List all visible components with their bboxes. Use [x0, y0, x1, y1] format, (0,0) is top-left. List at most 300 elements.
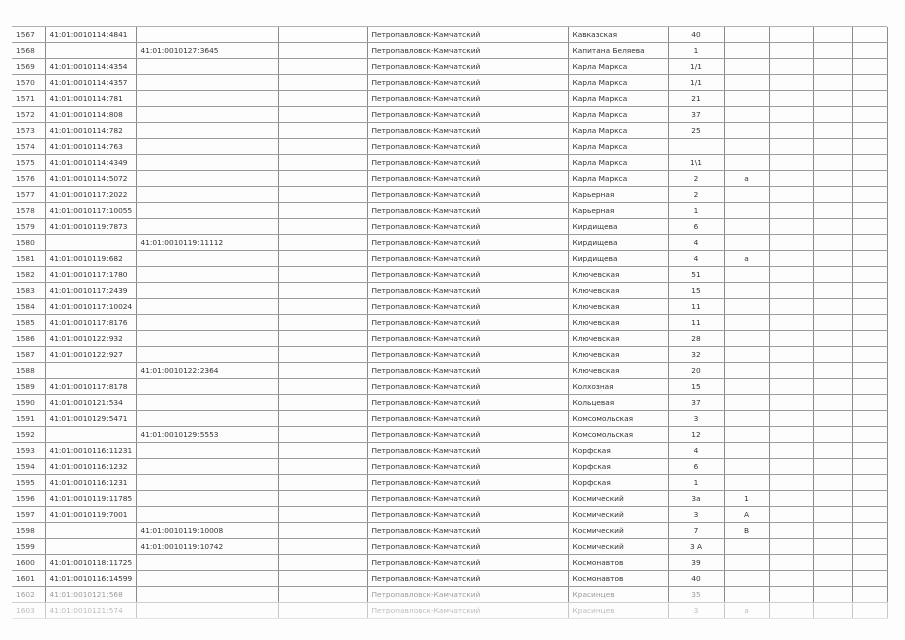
row-number: 1581 [12, 251, 45, 267]
empty-cell [852, 235, 887, 251]
empty-cell [852, 203, 887, 219]
row-number: 1595 [12, 475, 45, 491]
street-cell: Кавказская [568, 27, 668, 43]
city-cell: Петропавловск-Камчатский [367, 443, 568, 459]
empty-cell [852, 219, 887, 235]
cadastral-number: 41:01:0010119:7001 [45, 507, 136, 523]
city-cell: Петропавловск-Камчатский [367, 379, 568, 395]
cadastral-number: 41:01:0010117:2439 [45, 283, 136, 299]
empty-cell [852, 43, 887, 59]
empty-cell [813, 427, 852, 443]
empty-cell [852, 187, 887, 203]
empty-cell [769, 299, 813, 315]
house-number-cell: 20 [668, 363, 724, 379]
table-body [12, 27, 887, 619]
cadastral-number: 41:01:0010121:568 [45, 587, 136, 603]
letter-cell: а [724, 171, 769, 187]
row-number: 1599 [12, 539, 45, 555]
house-number-cell: 32 [668, 347, 724, 363]
row-number: 1603 [12, 603, 45, 619]
cadastral-number-alt [136, 203, 278, 219]
empty-cell [813, 331, 852, 347]
city-cell: Петропавловск-Камчатский [367, 459, 568, 475]
empty-cell [852, 603, 887, 619]
cadastral-number-alt [136, 571, 278, 587]
cadastral-number [45, 427, 136, 443]
table-row [12, 171, 887, 187]
letter-cell [724, 379, 769, 395]
empty-cell [852, 251, 887, 267]
empty-cell [769, 507, 813, 523]
empty-cell [278, 235, 367, 251]
table-row [12, 587, 887, 603]
street-cell: Космический [568, 491, 668, 507]
city-cell: Петропавловск-Камчатский [367, 187, 568, 203]
letter-cell [724, 443, 769, 459]
letter-cell [724, 59, 769, 75]
empty-cell [813, 555, 852, 571]
empty-cell [813, 139, 852, 155]
empty-cell [813, 187, 852, 203]
street-cell: Космонавтов [568, 555, 668, 571]
house-number-cell: 35 [668, 587, 724, 603]
house-number-cell: 3 [668, 507, 724, 523]
empty-cell [278, 187, 367, 203]
empty-cell [813, 251, 852, 267]
house-number-cell: 2 [668, 187, 724, 203]
empty-cell [769, 315, 813, 331]
empty-cell [278, 59, 367, 75]
empty-cell [278, 331, 367, 347]
row-number: 1597 [12, 507, 45, 523]
city-cell: Петропавловск-Камчатский [367, 123, 568, 139]
row-number: 1567 [12, 27, 45, 43]
table-row [12, 123, 887, 139]
cadastral-number: 41:01:0010117:2022 [45, 187, 136, 203]
cadastral-number [45, 235, 136, 251]
table-row [12, 59, 887, 75]
empty-cell [278, 155, 367, 171]
street-cell: Корфская [568, 459, 668, 475]
table-row [12, 315, 887, 331]
empty-cell [769, 59, 813, 75]
empty-cell [852, 491, 887, 507]
house-number-cell: 25 [668, 123, 724, 139]
table-row [12, 523, 887, 539]
table-row [12, 395, 887, 411]
row-number: 1572 [12, 107, 45, 123]
street-cell: Карла Маркса [568, 123, 668, 139]
city-cell: Петропавловск-Камчатский [367, 507, 568, 523]
table-row [12, 91, 887, 107]
letter-cell [724, 459, 769, 475]
house-number-cell: 3 А [668, 539, 724, 555]
house-number-cell: 4 [668, 251, 724, 267]
cadastral-number: 41:01:0010129:5471 [45, 411, 136, 427]
empty-cell [278, 379, 367, 395]
empty-cell [813, 507, 852, 523]
letter-cell: 1 [724, 491, 769, 507]
letter-cell [724, 155, 769, 171]
street-cell: Ключевская [568, 331, 668, 347]
empty-cell [852, 315, 887, 331]
empty-cell [852, 539, 887, 555]
empty-cell [852, 443, 887, 459]
city-cell: Петропавловск-Камчатский [367, 219, 568, 235]
house-number-cell: 1 [668, 475, 724, 491]
empty-cell [813, 203, 852, 219]
house-number-cell: 12 [668, 427, 724, 443]
table-row [12, 603, 887, 619]
letter-cell [724, 267, 769, 283]
empty-cell [813, 363, 852, 379]
empty-cell [769, 475, 813, 491]
empty-cell [852, 171, 887, 187]
street-cell: Карла Маркса [568, 59, 668, 75]
row-number: 1577 [12, 187, 45, 203]
cadastral-number: 41:01:0010122:932 [45, 331, 136, 347]
city-cell: Петропавловск-Камчатский [367, 107, 568, 123]
street-cell: Кольцевая [568, 395, 668, 411]
city-cell: Петропавловск-Камчатский [367, 203, 568, 219]
city-cell: Петропавловск-Камчатский [367, 75, 568, 91]
empty-cell [813, 603, 852, 619]
cadastral-number: 41:01:0010114:782 [45, 123, 136, 139]
empty-cell [278, 283, 367, 299]
empty-cell [852, 459, 887, 475]
empty-cell [278, 139, 367, 155]
empty-cell [813, 123, 852, 139]
street-cell: Капитана Беляева [568, 43, 668, 59]
cadastral-number-alt [136, 139, 278, 155]
empty-cell [769, 443, 813, 459]
empty-cell [852, 139, 887, 155]
cadastral-number: 41:01:0010114:5072 [45, 171, 136, 187]
empty-cell [813, 43, 852, 59]
row-number: 1598 [12, 523, 45, 539]
table-row [12, 75, 887, 91]
empty-cell [769, 27, 813, 43]
empty-cell [852, 587, 887, 603]
empty-cell [278, 427, 367, 443]
house-number-cell: 1/1 [668, 75, 724, 91]
city-cell: Петропавловск-Камчатский [367, 571, 568, 587]
city-cell: Петропавловск-Камчатский [367, 43, 568, 59]
cadastral-number: 41:01:0010117:8178 [45, 379, 136, 395]
house-number-cell: 2 [668, 171, 724, 187]
empty-cell [278, 395, 367, 411]
letter-cell [724, 571, 769, 587]
letter-cell [724, 107, 769, 123]
city-cell: Петропавловск-Камчатский [367, 251, 568, 267]
street-cell: Карла Маркса [568, 107, 668, 123]
empty-cell [852, 379, 887, 395]
empty-cell [278, 411, 367, 427]
street-cell: Космический [568, 507, 668, 523]
cadastral-number-alt [136, 299, 278, 315]
empty-cell [769, 459, 813, 475]
cadastral-number: 41:01:0010117:10055 [45, 203, 136, 219]
empty-cell [278, 75, 367, 91]
cadastral-number-alt [136, 107, 278, 123]
empty-cell [813, 539, 852, 555]
house-number-cell: 7 [668, 523, 724, 539]
row-number: 1589 [12, 379, 45, 395]
house-number-cell: 6 [668, 459, 724, 475]
cadastral-number-alt [136, 75, 278, 91]
house-number-cell: 11 [668, 299, 724, 315]
empty-cell [852, 331, 887, 347]
house-number-cell: 40 [668, 571, 724, 587]
city-cell: Петропавловск-Камчатский [367, 347, 568, 363]
cadastral-number-alt: 41:01:0010119:11112 [136, 235, 278, 251]
address-register-table [12, 27, 888, 619]
empty-cell [278, 539, 367, 555]
cadastral-number [45, 539, 136, 555]
empty-cell [769, 411, 813, 427]
empty-cell [813, 299, 852, 315]
empty-cell [769, 251, 813, 267]
street-cell: Красинцев [568, 587, 668, 603]
table-row [12, 107, 887, 123]
house-number-cell: 37 [668, 395, 724, 411]
table-row [12, 203, 887, 219]
cadastral-number: 41:01:0010121:574 [45, 603, 136, 619]
house-number-cell: 21 [668, 91, 724, 107]
city-cell: Петропавловск-Камчатский [367, 283, 568, 299]
row-number: 1593 [12, 443, 45, 459]
empty-cell [813, 91, 852, 107]
empty-cell [278, 475, 367, 491]
empty-cell [278, 443, 367, 459]
letter-cell [724, 555, 769, 571]
cadastral-number: 41:01:0010114:808 [45, 107, 136, 123]
empty-cell [769, 107, 813, 123]
empty-cell [278, 491, 367, 507]
table-row [12, 379, 887, 395]
cadastral-number [45, 43, 136, 59]
city-cell: Петропавловск-Камчатский [367, 411, 568, 427]
empty-cell [278, 299, 367, 315]
cadastral-number-alt: 41:01:0010119:10008 [136, 523, 278, 539]
city-cell: Петропавловск-Камчатский [367, 523, 568, 539]
empty-cell [813, 459, 852, 475]
letter-cell [724, 587, 769, 603]
empty-cell [813, 411, 852, 427]
cadastral-number: 41:01:0010114:781 [45, 91, 136, 107]
letter-cell [724, 235, 769, 251]
empty-cell [852, 155, 887, 171]
cadastral-number: 41:01:0010114:4354 [45, 59, 136, 75]
table-row [12, 267, 887, 283]
cadastral-number: 41:01:0010116:1232 [45, 459, 136, 475]
cadastral-number-alt [136, 507, 278, 523]
cadastral-number: 41:01:0010119:11785 [45, 491, 136, 507]
row-number: 1588 [12, 363, 45, 379]
cadastral-number-alt [136, 171, 278, 187]
cadastral-number: 41:01:0010117:1780 [45, 267, 136, 283]
cadastral-number: 41:01:0010114:763 [45, 139, 136, 155]
row-number: 1574 [12, 139, 45, 155]
row-number: 1584 [12, 299, 45, 315]
cadastral-number: 41:01:0010117:10024 [45, 299, 136, 315]
cadastral-number-alt [136, 251, 278, 267]
empty-cell [769, 235, 813, 251]
empty-cell [813, 59, 852, 75]
cadastral-number-alt: 41:01:0010122:2364 [136, 363, 278, 379]
table-row [12, 491, 887, 507]
row-number: 1582 [12, 267, 45, 283]
empty-cell [813, 155, 852, 171]
letter-cell [724, 347, 769, 363]
table-row [12, 331, 887, 347]
street-cell: Карла Маркса [568, 139, 668, 155]
street-cell: Карьерная [568, 203, 668, 219]
cadastral-number-alt [136, 219, 278, 235]
street-cell: Корфская [568, 443, 668, 459]
empty-cell [769, 203, 813, 219]
empty-cell [769, 331, 813, 347]
cadastral-number-alt [136, 187, 278, 203]
street-cell: Карла Маркса [568, 75, 668, 91]
street-cell: Кирдищева [568, 251, 668, 267]
empty-cell [278, 203, 367, 219]
cadastral-number-alt [136, 395, 278, 411]
cadastral-number-alt [136, 155, 278, 171]
empty-cell [278, 459, 367, 475]
street-cell: Карла Маркса [568, 155, 668, 171]
table-row [12, 555, 887, 571]
cadastral-number-alt [136, 587, 278, 603]
row-number: 1602 [12, 587, 45, 603]
empty-cell [769, 283, 813, 299]
empty-cell [813, 267, 852, 283]
cadastral-number: 41:01:0010117:8176 [45, 315, 136, 331]
empty-cell [278, 347, 367, 363]
empty-cell [278, 219, 367, 235]
cadastral-number: 41:01:0010116:14599 [45, 571, 136, 587]
letter-cell [724, 395, 769, 411]
cadastral-number-alt [136, 347, 278, 363]
empty-cell [769, 379, 813, 395]
row-number: 1579 [12, 219, 45, 235]
house-number-cell: 28 [668, 331, 724, 347]
letter-cell [724, 363, 769, 379]
house-number-cell: 40 [668, 27, 724, 43]
cadastral-number-alt: 41:01:0010119:10742 [136, 539, 278, 555]
empty-cell [278, 507, 367, 523]
empty-cell [769, 91, 813, 107]
empty-cell [813, 27, 852, 43]
cadastral-number: 41:01:0010116:11231 [45, 443, 136, 459]
empty-cell [813, 491, 852, 507]
empty-cell [278, 571, 367, 587]
city-cell: Петропавловск-Камчатский [367, 155, 568, 171]
row-number: 1568 [12, 43, 45, 59]
row-number: 1601 [12, 571, 45, 587]
city-cell: Петропавловск-Камчатский [367, 395, 568, 411]
empty-cell [852, 475, 887, 491]
house-number-cell: 1/1 [668, 59, 724, 75]
table-row [12, 475, 887, 491]
cadastral-number-alt [136, 27, 278, 43]
empty-cell [278, 107, 367, 123]
empty-cell [278, 267, 367, 283]
street-cell: Ключевская [568, 299, 668, 315]
empty-cell [852, 555, 887, 571]
letter-cell [724, 91, 769, 107]
letter-cell: А [724, 507, 769, 523]
table-row [12, 443, 887, 459]
table-row [12, 347, 887, 363]
house-number-cell: 51 [668, 267, 724, 283]
house-number-cell [668, 139, 724, 155]
empty-cell [278, 123, 367, 139]
row-number: 1576 [12, 171, 45, 187]
empty-cell [813, 171, 852, 187]
city-cell: Петропавловск-Камчатский [367, 587, 568, 603]
empty-cell [769, 587, 813, 603]
empty-cell [278, 251, 367, 267]
empty-cell [852, 395, 887, 411]
empty-cell [852, 427, 887, 443]
street-cell: Ключевская [568, 363, 668, 379]
empty-cell [852, 299, 887, 315]
letter-cell [724, 75, 769, 91]
table-row [12, 539, 887, 555]
cadastral-number: 41:01:0010114:4841 [45, 27, 136, 43]
letter-cell: В [724, 523, 769, 539]
empty-cell [769, 139, 813, 155]
city-cell: Петропавловск-Камчатский [367, 235, 568, 251]
letter-cell [724, 539, 769, 555]
street-cell: Космонавтов [568, 571, 668, 587]
street-cell: Ключевская [568, 347, 668, 363]
letter-cell [724, 203, 769, 219]
empty-cell [852, 267, 887, 283]
city-cell: Петропавловск-Камчатский [367, 27, 568, 43]
row-number: 1591 [12, 411, 45, 427]
cadastral-number-alt [136, 123, 278, 139]
cadastral-number: 41:01:0010121:534 [45, 395, 136, 411]
table-row [12, 43, 887, 59]
row-number: 1592 [12, 427, 45, 443]
empty-cell [852, 347, 887, 363]
cadastral-number-alt [136, 443, 278, 459]
empty-cell [813, 347, 852, 363]
empty-cell [278, 603, 367, 619]
empty-cell [852, 363, 887, 379]
row-number: 1580 [12, 235, 45, 251]
cadastral-number-alt [136, 59, 278, 75]
house-number-cell: 11 [668, 315, 724, 331]
cadastral-number: 41:01:0010116:1231 [45, 475, 136, 491]
empty-cell [813, 587, 852, 603]
street-cell: Карла Маркса [568, 91, 668, 107]
cadastral-number: 41:01:0010114:4357 [45, 75, 136, 91]
city-cell: Петропавловск-Камчатский [367, 427, 568, 443]
house-number-cell: 37 [668, 107, 724, 123]
cadastral-number-alt [136, 267, 278, 283]
row-number: 1587 [12, 347, 45, 363]
table-row [12, 571, 887, 587]
empty-cell [769, 347, 813, 363]
row-number: 1583 [12, 283, 45, 299]
house-number-cell: 15 [668, 379, 724, 395]
empty-cell [813, 475, 852, 491]
city-cell: Петропавловск-Камчатский [367, 315, 568, 331]
empty-cell [813, 395, 852, 411]
